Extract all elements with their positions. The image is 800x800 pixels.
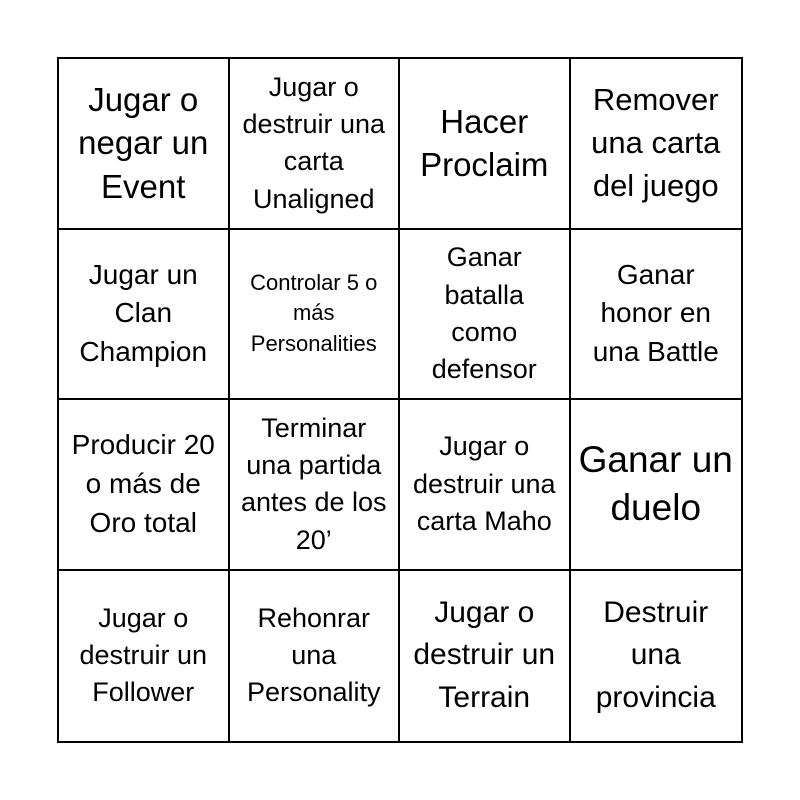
bingo-cell[interactable] bbox=[59, 571, 230, 742]
bingo-cell-text: Destruir una provincia bbox=[595, 595, 716, 715]
bingo-cell-text: Ganar batalla como defensor bbox=[431, 242, 537, 384]
bingo-grid bbox=[57, 57, 743, 743]
bingo-cell-text: Rehonrar una Personality bbox=[246, 602, 381, 708]
bingo-cell[interactable] bbox=[571, 230, 742, 401]
bingo-cell-text: Terminar una partida antes de los 20’ bbox=[240, 412, 387, 555]
bingo-cell-text: Controlar 5 o más Personalities bbox=[250, 269, 378, 357]
bingo-cell[interactable] bbox=[230, 571, 401, 742]
bingo-cell[interactable] bbox=[59, 59, 230, 230]
bingo-cell-text: Jugar o destruir un Follower bbox=[79, 602, 208, 708]
bingo-cell-text: Ganar honor en una Battle bbox=[592, 258, 719, 368]
bingo-cell[interactable] bbox=[59, 400, 230, 571]
bingo-cell[interactable] bbox=[400, 400, 571, 571]
bingo-cell[interactable] bbox=[571, 571, 742, 742]
bingo-cell[interactable] bbox=[59, 230, 230, 401]
bingo-cell[interactable] bbox=[400, 571, 571, 742]
bingo-cell[interactable] bbox=[571, 400, 742, 571]
bingo-cell[interactable] bbox=[400, 59, 571, 230]
bingo-cell[interactable] bbox=[230, 230, 401, 401]
bingo-cell-text: Jugar o destruir un Terrain bbox=[413, 595, 556, 715]
bingo-cell-text: Producir 20 o más de Oro total bbox=[71, 429, 215, 538]
bingo-cell-text: Remover una carta del juego bbox=[591, 82, 721, 203]
bingo-cell[interactable] bbox=[230, 400, 401, 571]
bingo-cell-text: Jugar o negar un Event bbox=[78, 80, 209, 206]
bingo-cell-text: Jugar o destruir una carta Unaligned bbox=[242, 71, 386, 214]
bingo-cell-text: Jugar un Clan Champion bbox=[79, 258, 208, 368]
bingo-cell[interactable] bbox=[400, 230, 571, 401]
bingo-cell[interactable] bbox=[230, 59, 401, 230]
bingo-cell-text: Jugar o destruir una carta Maho bbox=[412, 431, 556, 536]
bingo-cell-text: Hacer Proclaim bbox=[420, 102, 549, 184]
bingo-cell-text: Ganar un duelo bbox=[578, 439, 733, 529]
bingo-cell[interactable] bbox=[571, 59, 742, 230]
